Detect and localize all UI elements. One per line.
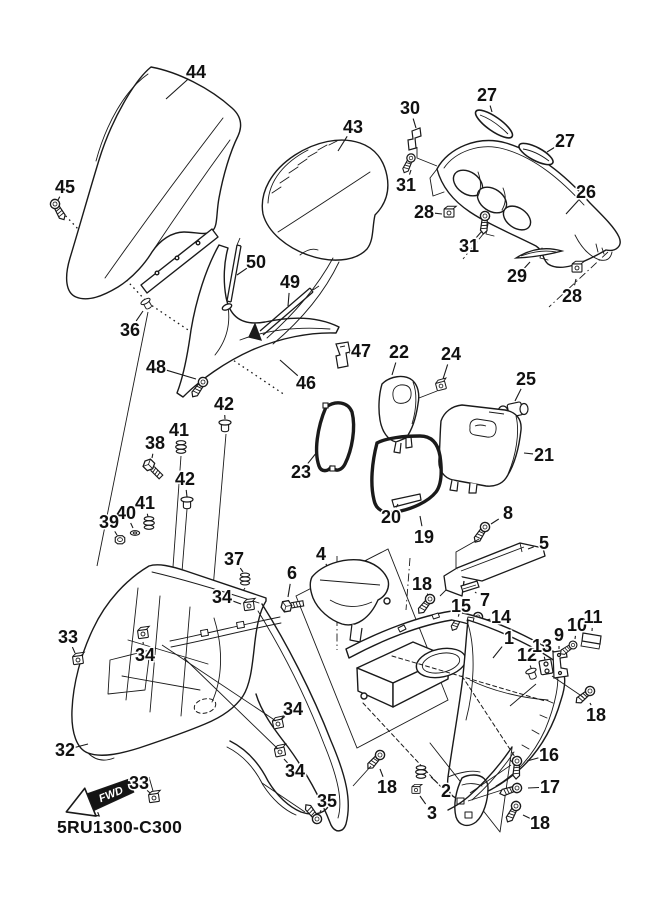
callout-leader (431, 777, 438, 783)
callout-label: 38 (144, 433, 166, 453)
callout-label: 31 (458, 236, 480, 256)
fwd-label: FWD (97, 784, 126, 806)
callout-leader (288, 584, 290, 597)
callout-leader (131, 523, 133, 528)
callout-label: 33 (57, 627, 79, 647)
part-8-screw (471, 521, 491, 545)
callout-label: 1 (503, 628, 515, 648)
part-28-clip (572, 261, 584, 272)
callout-leader (523, 815, 530, 818)
callout-label: 35 (316, 791, 338, 811)
callout-label: 47 (350, 341, 372, 361)
part-17-screw (498, 782, 522, 798)
callout-leader (443, 364, 448, 379)
callout-leader (544, 657, 545, 660)
callout-label: 32 (54, 740, 76, 760)
callout-label: 49 (279, 272, 301, 292)
callout-label: 12 (516, 645, 538, 665)
callout-label: 40 (115, 503, 137, 523)
callout-label: 46 (295, 373, 317, 393)
part-45-screw (49, 198, 68, 222)
part-33-clip (148, 790, 162, 802)
callout-label: 30 (399, 98, 421, 118)
callout-leader (288, 293, 289, 306)
callout-leader (409, 170, 411, 175)
part-11-pad (581, 633, 601, 649)
part-34-clip (274, 744, 288, 757)
part-42-collar (181, 497, 193, 509)
callout-label: 6 (286, 563, 298, 583)
callout-label: 7 (479, 590, 491, 610)
callout-label: 18 (411, 574, 433, 594)
part-43-windscreen (262, 140, 388, 260)
callout-label: 50 (245, 252, 267, 272)
callout-label: 18 (585, 705, 607, 725)
callout-label: 26 (575, 182, 597, 202)
callout-label: 24 (440, 344, 462, 364)
callout-leader (147, 514, 148, 517)
callout-leader (515, 389, 521, 401)
part-4-duct-bracket (310, 560, 390, 642)
part-37-grommet (240, 573, 250, 585)
callout-leader (392, 363, 396, 375)
callout-label: 28 (413, 202, 435, 222)
callout-label: 2 (440, 781, 452, 801)
callout-leader (528, 787, 539, 788)
callout-leader (152, 454, 153, 458)
callout-label: 44 (185, 62, 207, 82)
callout-label: 13 (531, 636, 553, 656)
callout-label: 14 (490, 607, 512, 627)
callout-label: 28 (561, 286, 583, 306)
callout-label: 37 (223, 549, 245, 569)
part-30-bracket (408, 128, 421, 150)
callout-label: 27 (554, 131, 576, 151)
callout-leader (72, 647, 75, 653)
callout-label: 39 (98, 512, 120, 532)
part-41-grommet (176, 441, 187, 454)
part-2-grommet (416, 766, 427, 779)
callout-leader (413, 119, 416, 128)
callout-label: 41 (168, 420, 190, 440)
callout-leader (435, 213, 442, 214)
callout-label: 25 (515, 369, 537, 389)
callout-label: 3 (426, 803, 438, 823)
callout-label: 34 (284, 761, 306, 781)
part-18-screw (573, 685, 596, 707)
part-24-clip (435, 378, 449, 391)
callout-label: 34 (282, 699, 304, 719)
callout-leader (475, 592, 476, 593)
part-21-lid (439, 405, 521, 493)
part-18-screw (503, 800, 522, 824)
part-40-washer (130, 531, 139, 536)
part-47-clip (336, 342, 350, 368)
part-39-nut (115, 536, 125, 544)
part-31-screw (400, 152, 416, 174)
callout-label: 33 (128, 773, 150, 793)
callout-leader (491, 519, 499, 524)
callout-leader (530, 666, 531, 668)
callout-label: 31 (395, 175, 417, 195)
callout-label: 19 (413, 527, 435, 547)
callout-label: 11 (583, 607, 603, 627)
callout-label: 17 (539, 777, 561, 797)
callout-leader (420, 516, 422, 526)
part-3-clip (412, 784, 422, 793)
callout-leader (58, 197, 60, 200)
callout-label: 34 (211, 587, 233, 607)
part-27-garnish-left (472, 106, 516, 143)
part-18-screw (365, 749, 387, 772)
callout-label: 18 (376, 777, 398, 797)
callout-label: 5 (538, 533, 550, 553)
diagram-code: 5RU1300-C300 (57, 817, 183, 837)
callout-label: 22 (388, 342, 410, 362)
callout-label: 18 (529, 813, 551, 833)
callout-leader (420, 796, 426, 804)
callout-leader (186, 490, 187, 497)
part-6-bolt (280, 598, 304, 612)
callout-leader (490, 106, 492, 112)
part-42-collar (219, 420, 231, 432)
part-38-bolt (141, 457, 164, 480)
part-28-clip (444, 206, 456, 217)
callout-label: 41 (134, 493, 156, 513)
callout-label: 15 (450, 596, 472, 616)
callout-label: 42 (213, 394, 235, 414)
callout-label: 27 (476, 85, 498, 105)
callout-leader (380, 769, 383, 777)
part-36-clip (140, 297, 154, 311)
callout-label: 23 (290, 462, 312, 482)
callout-label: 42 (174, 469, 196, 489)
callout-label: 20 (380, 507, 402, 527)
part-13-clip (539, 659, 553, 675)
part-41-grommet (144, 517, 155, 530)
callout-label: 10 (566, 615, 588, 635)
part-5-bracket (440, 543, 545, 596)
callout-label: 16 (538, 745, 560, 765)
part-18-screw (415, 593, 436, 616)
callout-label: 34 (134, 645, 156, 665)
callout-leader (524, 453, 533, 454)
callout-leader (575, 279, 576, 285)
part-23-seal (317, 403, 354, 471)
callout-label: 8 (502, 503, 514, 523)
callout-label: 4 (315, 544, 327, 564)
callout-label: 48 (145, 357, 167, 377)
callout-label: 29 (506, 266, 528, 286)
callout-label: 21 (533, 445, 555, 465)
callout-label: 9 (553, 625, 565, 645)
callout-label: 45 (54, 177, 76, 197)
callout-label: 36 (119, 320, 141, 340)
callout-label: 43 (342, 117, 364, 137)
